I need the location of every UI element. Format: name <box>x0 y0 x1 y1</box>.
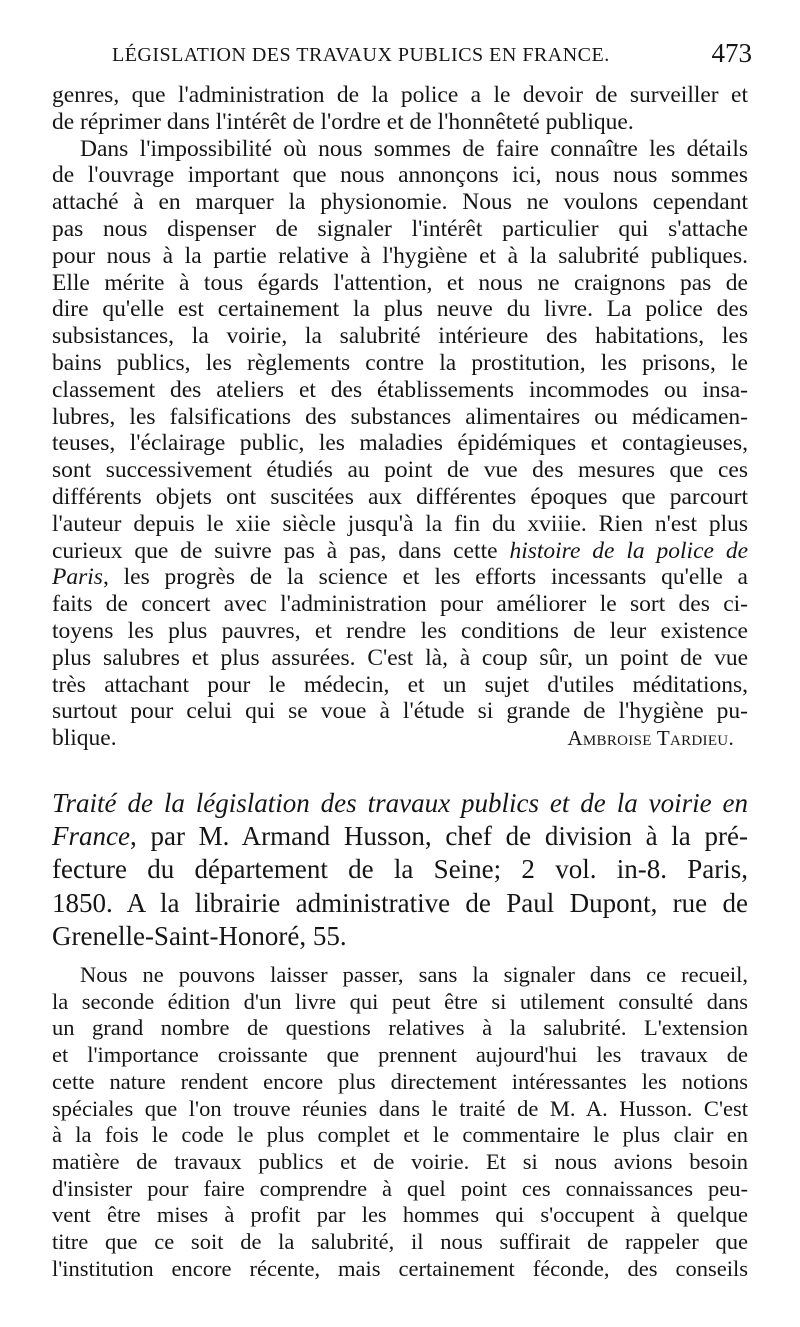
italic-book-title: France <box>52 821 130 852</box>
author-signature: Ambroise Tardieu. <box>567 726 734 751</box>
text-line: classement des ateliers et des établissements incommodes ou insa- <box>52 376 748 403</box>
page-number: 473 <box>711 38 752 68</box>
text-line <box>52 725 748 752</box>
title-line: Grenelle-Saint-Honoré, 55. <box>52 920 347 951</box>
text-line: attaché à en marquer la physionomie. Nous ne voulons cependant <box>52 189 748 216</box>
text-line: vent être mises à profit par les hommes qui s'occupent à quelque <box>52 1202 748 1228</box>
text-line: un grand nombre de questions relatives à la salubrité. L'extension <box>52 1015 748 1041</box>
text-line: différents objets ont suscitées aux différentes époques que parcourt <box>52 483 748 510</box>
text-line: très attachant pour le médecin, et un sujet d'utiles méditations, <box>52 671 748 698</box>
text-line: à la fois le code le plus complet et le commentaire le plus clair en <box>52 1122 748 1148</box>
text-line: la seconde édition d'un livre qui peut être si utilement consulté dans <box>52 988 748 1014</box>
running-title: LÉGISLATION DES TRAVAUX PUBLICS EN FRANCE. <box>112 44 610 66</box>
text-line: de réprimer dans l'intérêt de l'ordre et de l'honnêteté publique. <box>52 108 634 135</box>
paragraph-review-body <box>52 136 748 752</box>
text-line: l'auteur depuis le xiie siècle jusqu'à la fin du xviiie. Rien n'est plus <box>52 510 748 537</box>
text-line: spéciales que l'on trouve réunies dans le traité de M. A. Husson. C'est <box>52 1095 748 1121</box>
book-title-heading <box>52 787 748 953</box>
paragraph-review-body <box>52 962 748 1282</box>
text-run: blique. <box>52 725 117 752</box>
text-run: curieux que de suivre pas à pas, dans cette <box>52 537 510 564</box>
text-line: Elle mérite à tous égards l'attention, et nous ne craignons pas de <box>52 269 748 296</box>
text-run: , par M. Armand Husson, chef de division à la pré- <box>129 821 748 852</box>
text-run: , les progrès de la science et les efforts incessants qu'elle a <box>102 564 748 591</box>
text-line: l'institution encore récente, mais certainement féconde, des conseils <box>52 1255 748 1281</box>
text-line: matière de travaux publics et de voirie. Et si nous avions besoin <box>52 1148 748 1174</box>
text-line: Nous ne pouvons laisser passer, sans la signaler dans ce recueil, <box>80 962 748 987</box>
text-line: lubres, les falsifications des substances alimentaires ou médicamen- <box>52 403 748 430</box>
text-line: d'insister pour faire comprendre à quel point ces connaissances peu- <box>52 1175 748 1201</box>
italic-book-title: histoire de la police de <box>509 537 749 564</box>
text-line <box>52 564 748 591</box>
title-line: 1850. A la librairie administrative de Paul Dupont, rue de <box>52 887 748 918</box>
text-line: teuses, l'éclairage public, les maladies épidémiques et contagieuses, <box>52 430 748 457</box>
running-head <box>52 38 752 72</box>
text-line: faits de concert avec l'administration pour améliorer le sort des ci- <box>52 591 748 618</box>
review-husson <box>52 962 748 1282</box>
italic-book-title: Paris <box>52 564 103 591</box>
text-line: pour nous à la partie relative à l'hygiène et à la salubrité publiques. <box>52 242 748 269</box>
text-line: Dans l'impossibilité où nous sommes de faire connaître les détails <box>80 135 748 162</box>
text-line: toyens les plus pauvres, et rendre les conditions de leur existence <box>52 617 748 644</box>
text-line: pas nous dispenser de signaler l'intérêt particulier qui s'attache <box>52 215 748 242</box>
text-line: cette nature rendent encore plus directement intéressantes les notions <box>52 1068 748 1094</box>
text-line: bains publics, les règlements contre la prostitution, les prisons, le <box>52 349 748 376</box>
text-line: genres, que l'administration de la police a le devoir de surveiller et <box>52 82 748 108</box>
text-line <box>52 538 748 565</box>
text-line: dire qu'elle est certainement la plus neuve du livre. La police des <box>52 296 748 323</box>
text-line: plus salubres et plus assurées. C'est là, à coup sûr, un point de vue <box>52 644 748 671</box>
text-line: et l'importance croissante que prennent aujourd'hui les travaux de <box>52 1042 748 1068</box>
review-tardieu <box>52 82 748 752</box>
text-line: titre que ce soit de la salubrité, il nous suffirait de rappeler que <box>52 1229 748 1255</box>
text-line: sont successivement étudiés au point de vue des mesures que ces <box>52 457 748 484</box>
text-line: surtout pour celui qui se voue à l'étude si grande de l'hygiène pu- <box>52 698 748 725</box>
paragraph-end-previous <box>52 82 748 136</box>
text-line: de l'ouvrage important que nous annonçons ici, nous nous sommes <box>52 162 748 189</box>
text-line: subsistances, la voirie, la salubrité intérieure des habitations, les <box>52 323 748 350</box>
title-line: Traité de la législation des travaux publics et de la voirie en <box>52 788 748 818</box>
title-line <box>52 820 748 853</box>
title-line: fecture du département de la Seine; 2 vol. in-8. Paris, <box>52 854 748 885</box>
